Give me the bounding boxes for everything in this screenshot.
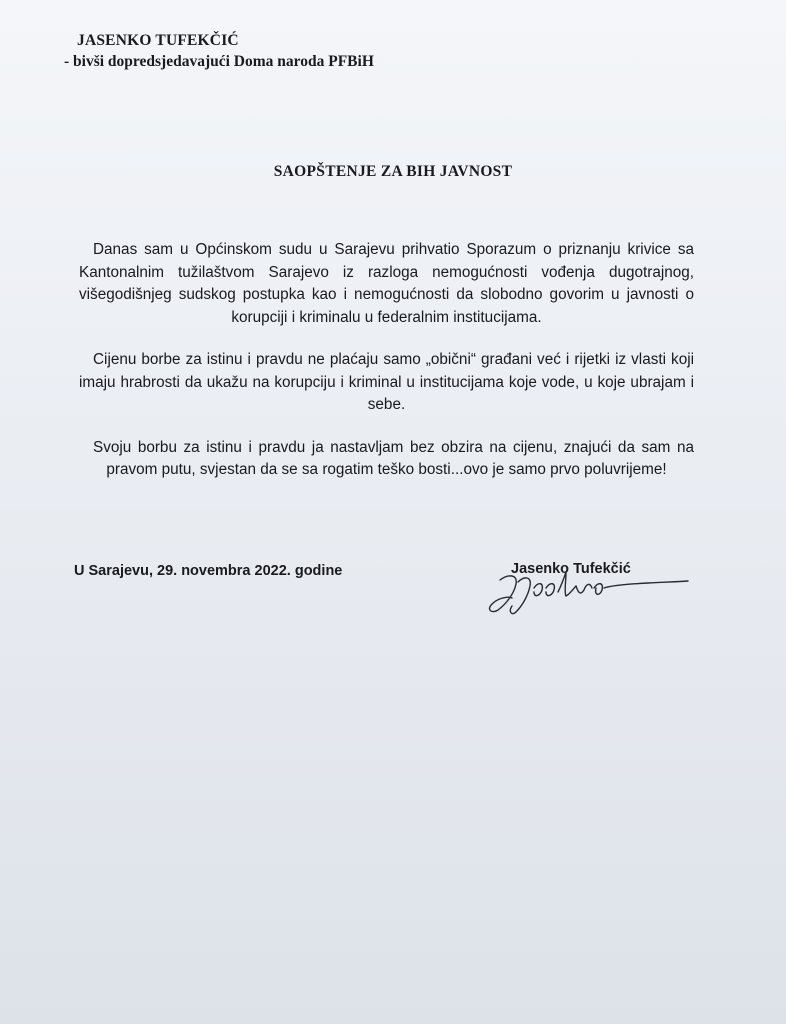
author-role: - bivši dopredsjedavajući Doma naroda PFBiH: [64, 53, 374, 70]
paragraph-2: Cijenu borbe za istinu i pravdu ne plaćaju samo „obični“ građani već i rijetki iz vlasti koji imaju hrabrosti da ukažu na korupciju i kriminal u institucijama koje vode, u koje ubrajam i sebe.: [79, 351, 694, 413]
letterhead: [64, 30, 374, 72]
paragraph-3: Svoju borbu za istinu i pravdu ja nastavljam bez obzira na cijenu, znajući da sam na pravom putu, svjestan da se sa rogatim teško bosti...ovo je samo prvo poluvrijeme!: [93, 438, 694, 478]
place-and-date: U Sarajevu, 29. novembra 2022. godine: [74, 563, 343, 579]
handwritten-signature: [478, 558, 698, 628]
document-body: [79, 239, 694, 502]
document-title: SAOPŠTENJE ZA BIH JAVNOST: [273, 163, 513, 180]
signatory-name: Jasenko Tufekčić: [511, 561, 631, 577]
author-name: JASENKO TUFEKČIĆ: [77, 32, 239, 49]
paragraph-1: Danas sam u Općinskom sudu u Sarajevu prihvatio Sporazum o priznanju krivice sa Kantonalnim tužilaštvom Sarajevo iz razloga nemogućnosti vođenja dugotrajnog, višegodišnjeg sudskog postupka kao i nemogućnosti da slobodno govorim u javnosti o korupciji i kriminalu u federalnim institucijama.: [79, 241, 694, 326]
